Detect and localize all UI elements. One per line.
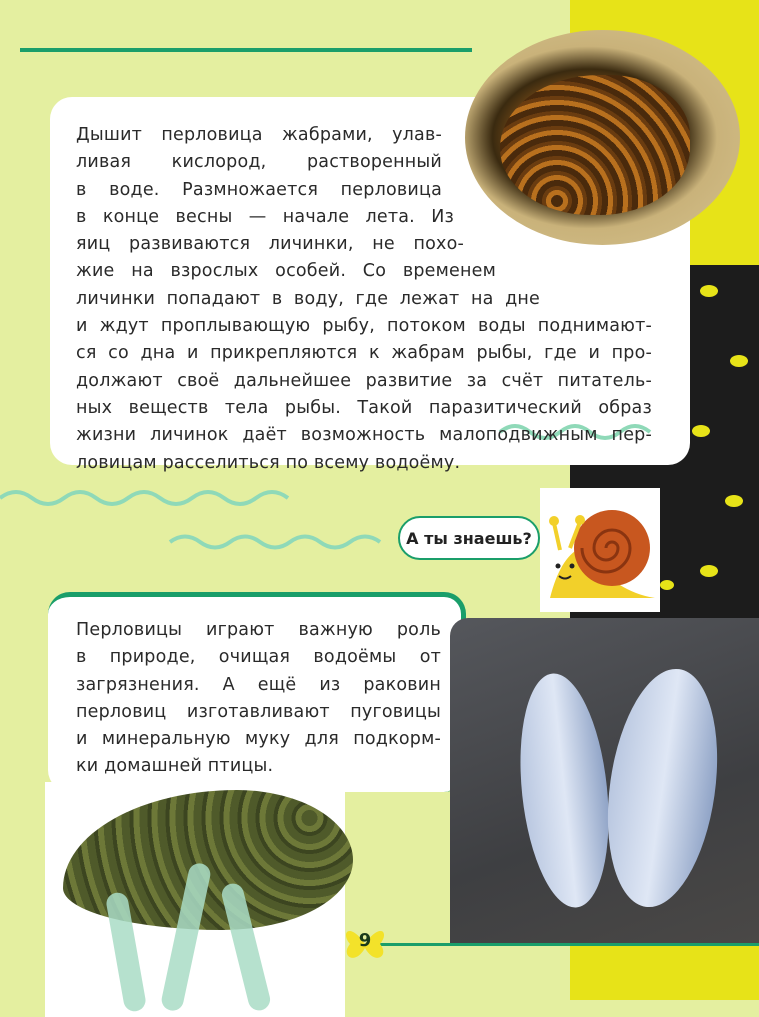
text-line: ся со дна и прикрепляются к жабрам рыбы, где и про- bbox=[76, 343, 652, 364]
text-line: ки домашней птицы. bbox=[76, 756, 274, 777]
text-line: должают своё дальнейшее развитие за счёт питатель- bbox=[76, 370, 652, 391]
text-line: и ждут проплывающую рыбу, потоком воды поднимают- bbox=[76, 316, 652, 337]
text-line: и минеральную муку для подкорм- bbox=[76, 729, 441, 750]
text-line: яиц развиваются личинки, не похо- bbox=[76, 234, 464, 255]
divider-line bbox=[20, 48, 472, 52]
text-line: ливая кислород, растворенный bbox=[76, 152, 442, 173]
text-line: загрязнения. А ещё из раковин bbox=[76, 674, 441, 695]
text-line: ных веществ тела рыбы. Такой паразитический образ bbox=[76, 397, 652, 418]
snail-illustration bbox=[540, 488, 660, 612]
paragraph-breathing bbox=[76, 122, 652, 477]
page-number-text: 9 bbox=[358, 930, 372, 951]
open-shell-photo bbox=[450, 618, 759, 945]
text-line: перловиц изготавливают пуговицы bbox=[76, 701, 441, 722]
text-line: Дышит перловица жабрами, улав- bbox=[76, 125, 442, 145]
text-line: ловицам расселиться по всему водоёму. bbox=[76, 452, 461, 473]
text-line: жие на взрослых особей. Со временем bbox=[76, 261, 496, 282]
text-line: в воде. Размножается перловица bbox=[76, 179, 442, 200]
text-line: в природе, очищая водоёмы от bbox=[76, 647, 441, 668]
text-line: жизни личинок даёт возможность малоподвижным пер- bbox=[76, 425, 652, 446]
did-you-know-bubble: А ты знаешь? bbox=[398, 516, 540, 560]
text-line: в конце весны — начале лета. Из bbox=[76, 206, 454, 227]
text-line: Перловицы играют важную роль bbox=[76, 620, 441, 640]
divider-line-bottom bbox=[380, 943, 759, 946]
paragraph-importance bbox=[76, 617, 441, 781]
mussel-illustration bbox=[45, 782, 345, 1017]
text-line: личинки попадают в воду, где лежат на дне bbox=[76, 288, 540, 309]
page-number bbox=[340, 922, 390, 966]
